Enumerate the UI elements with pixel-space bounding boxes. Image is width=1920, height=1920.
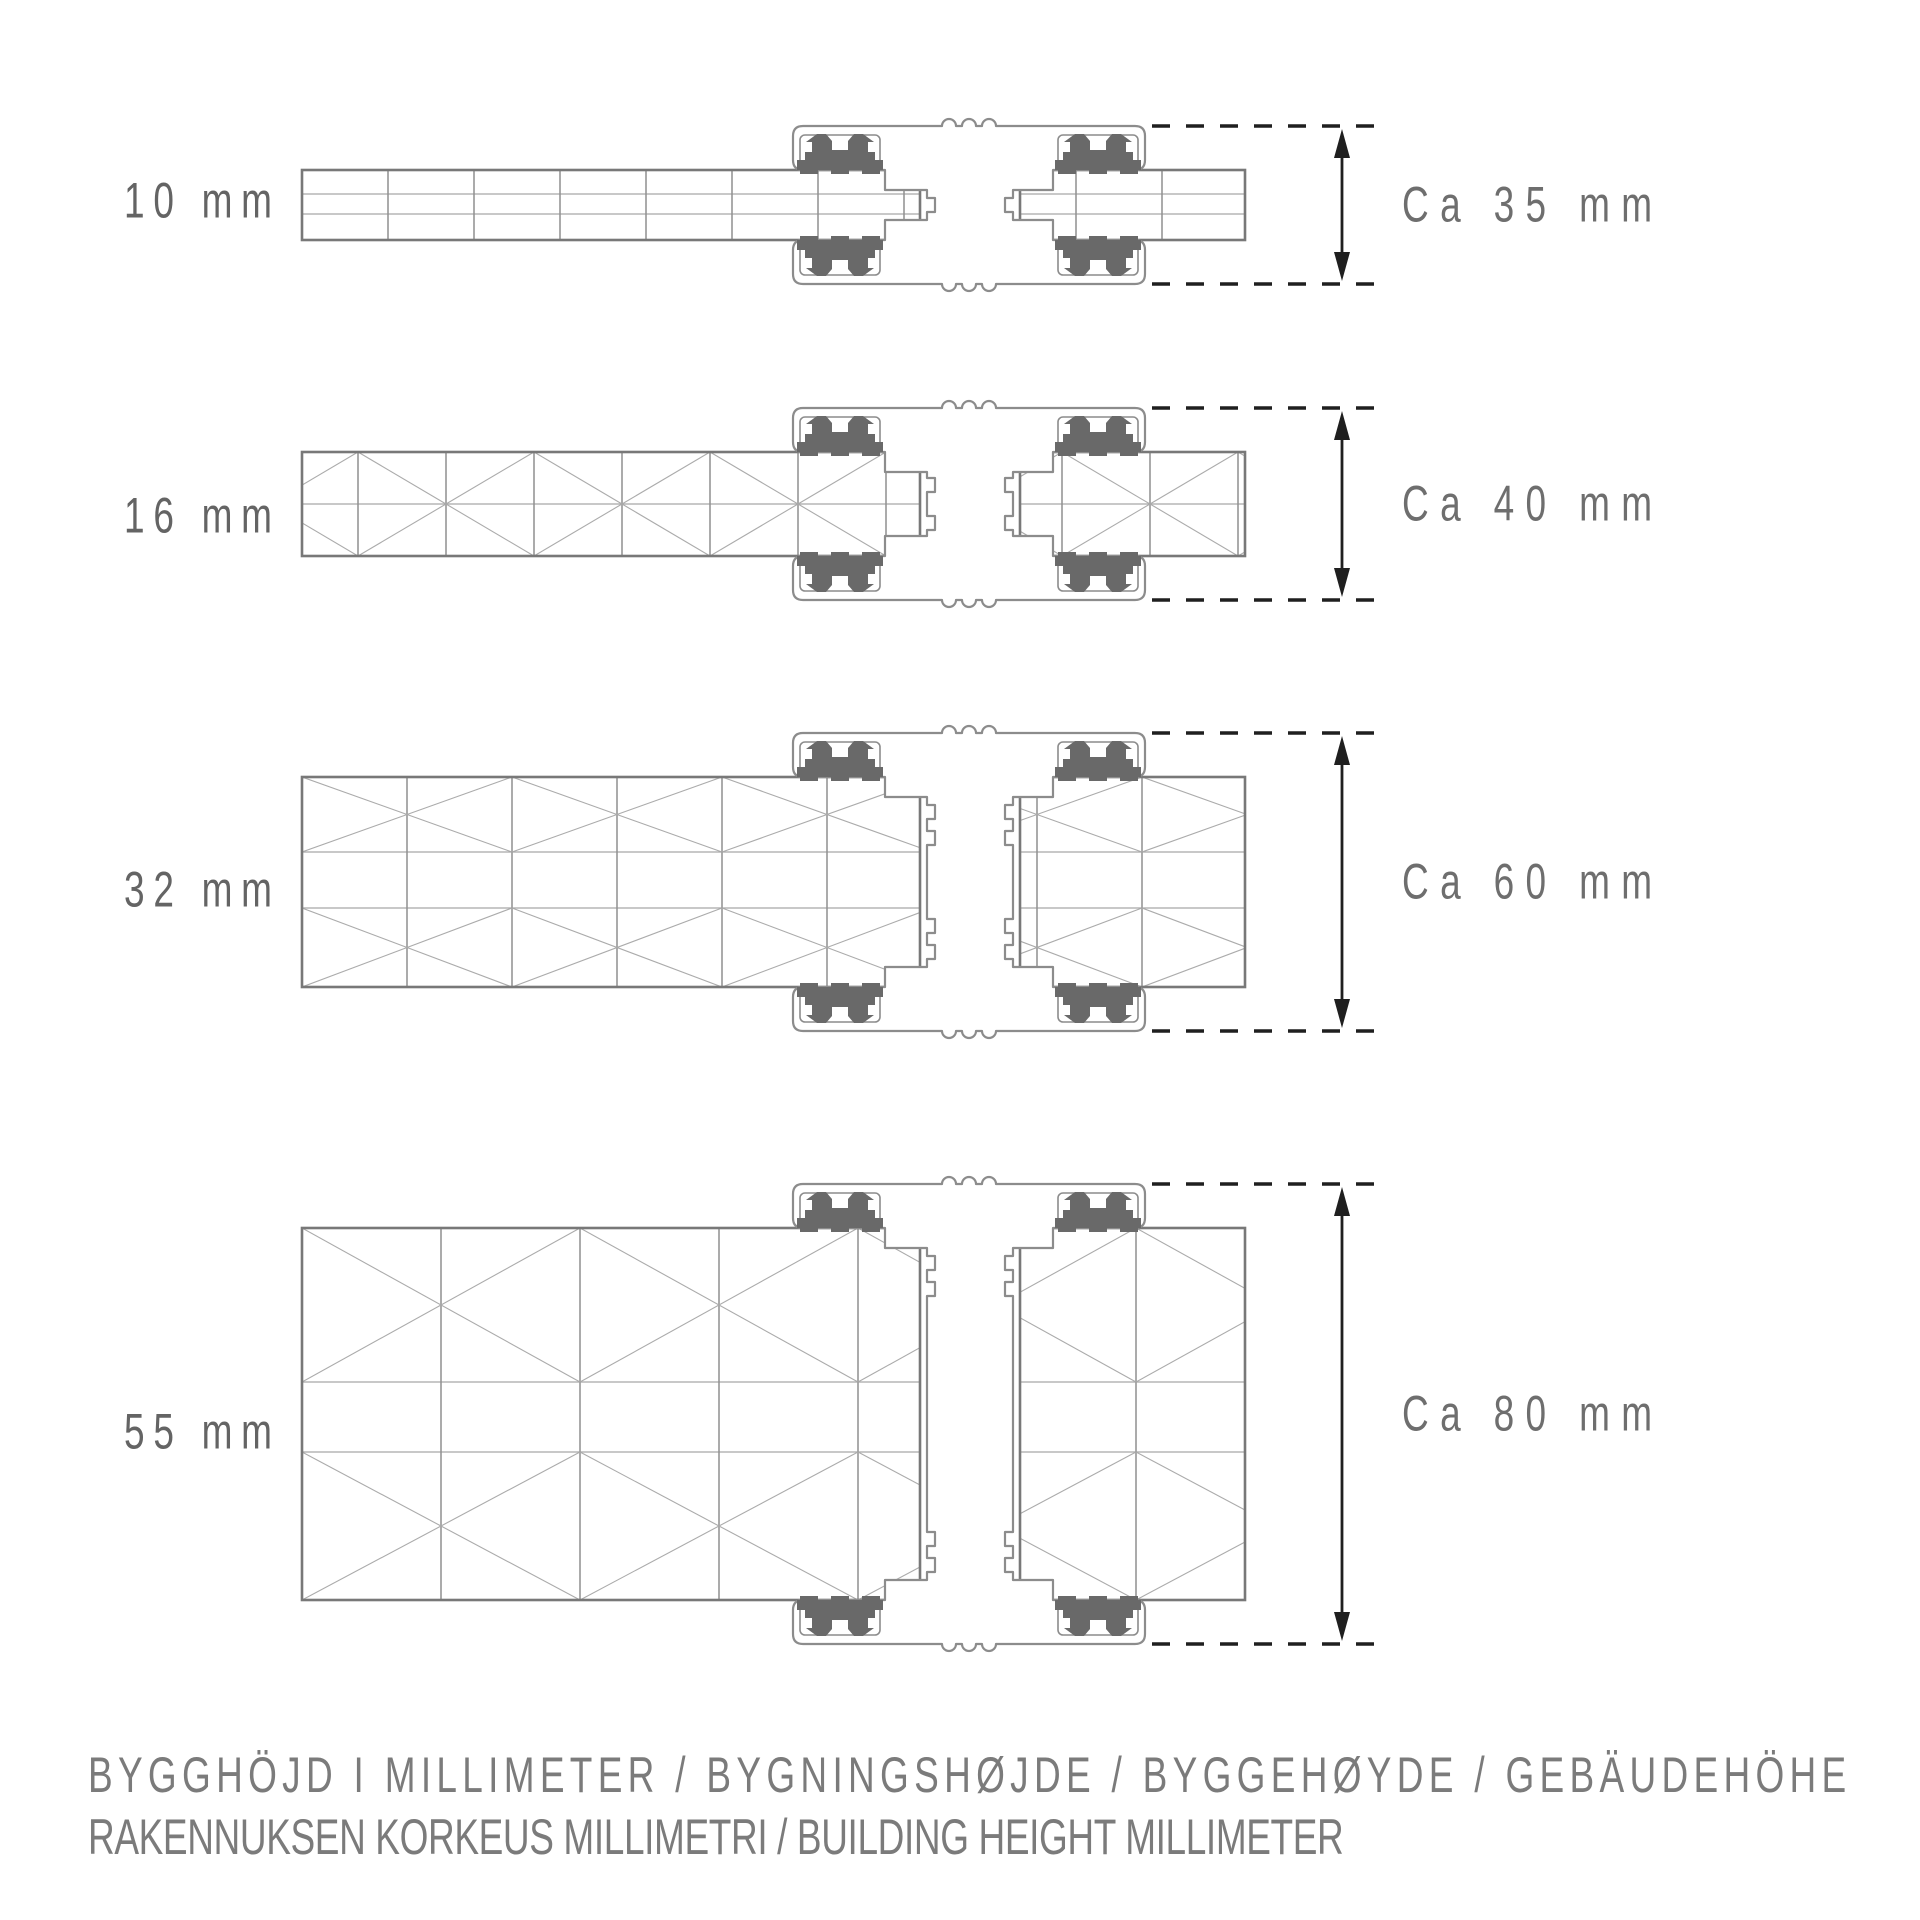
arrowhead-up bbox=[1334, 1187, 1350, 1216]
arrowhead-up bbox=[1334, 411, 1350, 440]
thickness-label-32mm: 32 mm bbox=[124, 862, 272, 918]
row-55mm bbox=[124, 1177, 1652, 1651]
footer-caption bbox=[88, 1748, 1846, 1866]
footer-line-2: RAKENNUKSEN KORKEUS MILLIMETRI / BUILDING HEIGHT MILLIMETER bbox=[88, 1809, 1344, 1866]
height-label-32mm: Ca 60 mm bbox=[1402, 854, 1653, 910]
row-10mm bbox=[124, 119, 1652, 291]
arrowhead-down bbox=[1334, 999, 1350, 1028]
arrowhead-down bbox=[1334, 252, 1350, 281]
arrowhead-up bbox=[1334, 129, 1350, 158]
thickness-label-16mm: 16 mm bbox=[124, 488, 272, 544]
arrowhead-down bbox=[1334, 1612, 1350, 1641]
height-label-10mm: Ca 35 mm bbox=[1402, 177, 1653, 233]
arrowhead-down bbox=[1334, 568, 1350, 597]
panel-pattern bbox=[302, 1228, 1414, 1600]
panel-slab-left bbox=[302, 1228, 920, 1600]
panel-pattern bbox=[302, 170, 1245, 240]
thickness-label-10mm: 10 mm bbox=[124, 173, 272, 229]
height-label-16mm: Ca 40 mm bbox=[1402, 476, 1653, 532]
panel-slab-right bbox=[1020, 1228, 1245, 1600]
height-dimension-arrow bbox=[1334, 736, 1350, 1028]
row-32mm bbox=[124, 726, 1652, 1038]
height-label-55mm: Ca 80 mm bbox=[1402, 1386, 1653, 1442]
thickness-label-55mm: 55 mm bbox=[124, 1404, 272, 1460]
height-dimension-arrow bbox=[1334, 411, 1350, 597]
connector-profile bbox=[793, 119, 1145, 291]
footer-line-1: BYGGHÖJD I MILLIMETER / BYGNINGSHØJDE / BYGGEHØYDE / GEBÄUDEHÖHE bbox=[88, 1747, 1847, 1804]
height-dimension-arrow bbox=[1334, 129, 1350, 281]
height-dimension-arrow bbox=[1334, 1187, 1350, 1641]
row-16mm bbox=[6, 401, 1652, 607]
panel-pattern bbox=[302, 777, 1352, 987]
panel-slab-left bbox=[302, 170, 920, 240]
connector-profile bbox=[793, 1177, 1145, 1651]
arrowhead-up bbox=[1334, 736, 1350, 765]
